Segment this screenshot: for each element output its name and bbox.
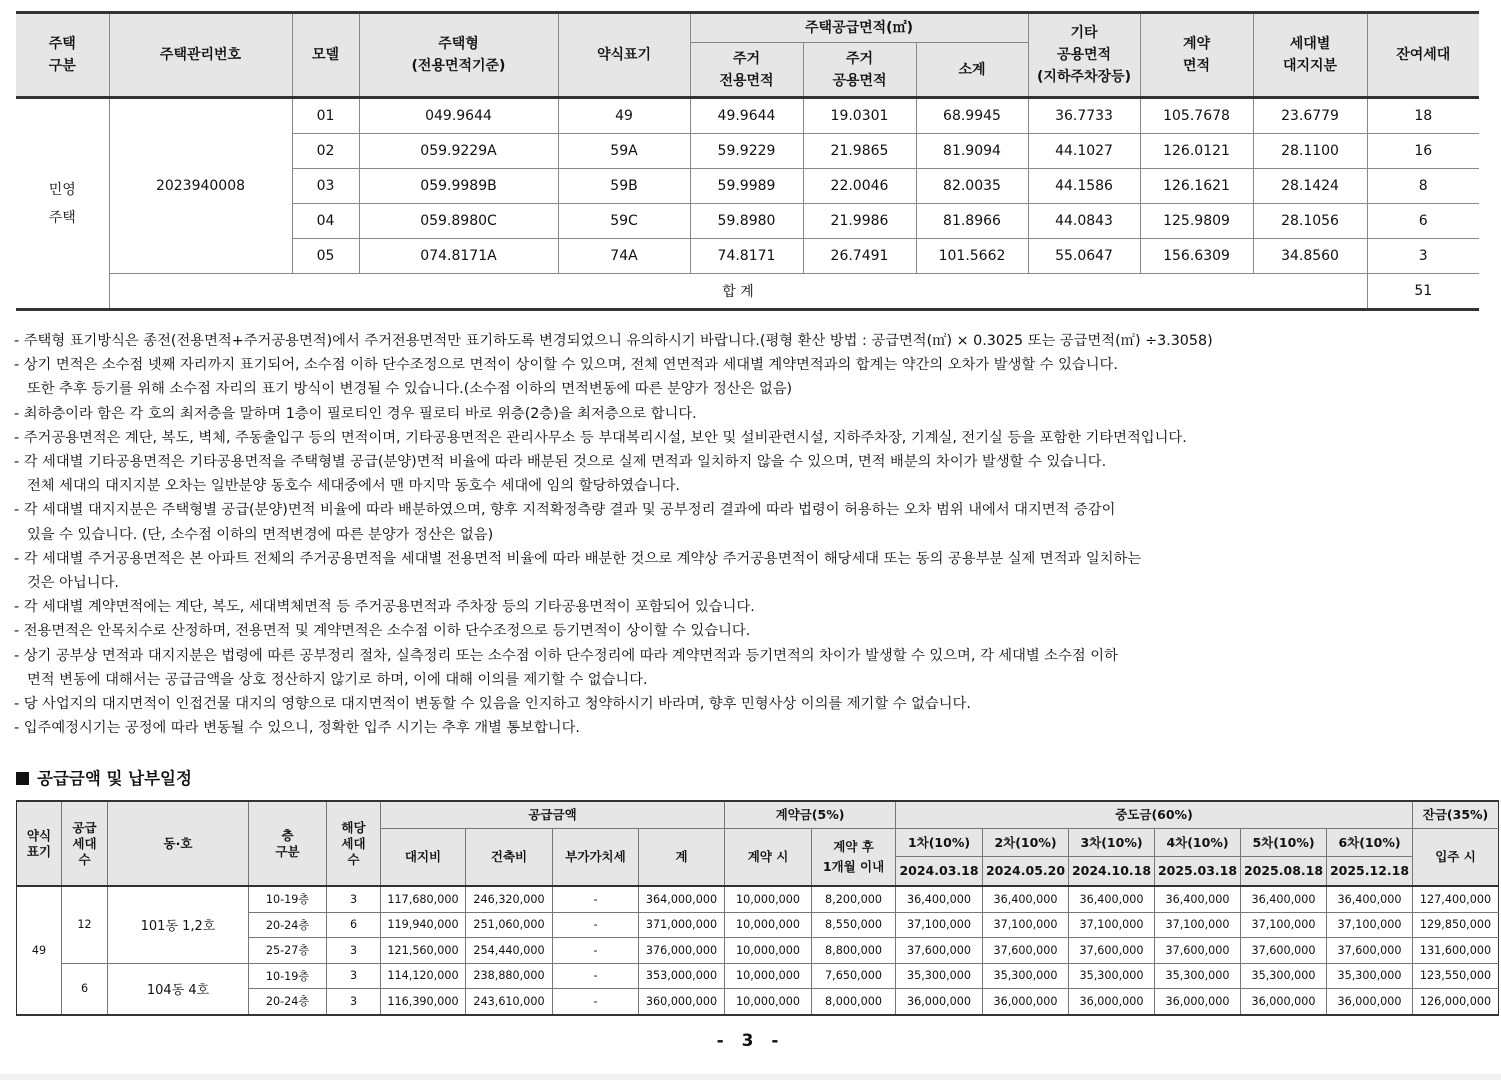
middle-payment-cell: 37,600,000: [983, 938, 1069, 964]
cell-subtotal: 81.9094: [916, 134, 1028, 169]
cell-other: 55.0647: [1028, 239, 1140, 274]
cell-contract: 126.0121: [1140, 134, 1253, 169]
cell-abbr: 74A: [558, 239, 690, 274]
middle-payment-cell: 36,000,000: [896, 989, 983, 1015]
mgmt-no-cell: 2023940008: [109, 98, 292, 274]
table-row: [16, 98, 1479, 134]
cell-subtotal: 68.9945: [916, 98, 1028, 134]
cell-remaining: 6: [1367, 204, 1479, 239]
header-mgmt-no: 주택관리번호: [109, 13, 292, 98]
header-deposit-after: 계약 후 1개월 이내: [812, 829, 896, 887]
total-value: 51: [1367, 274, 1479, 310]
vat-cell: -: [553, 989, 639, 1015]
cell-other: 44.1586: [1028, 169, 1140, 204]
building-cost-cell: 251,060,000: [466, 912, 553, 938]
move-in-cell: 129,850,000: [1413, 912, 1499, 938]
bullet-square-icon: [16, 772, 29, 785]
middle-payment-cell: 37,100,000: [1069, 912, 1155, 938]
middle-payment-cell: 36,400,000: [1155, 886, 1241, 912]
floor-cell: 10-19층: [249, 886, 327, 912]
building-cost-cell: 243,610,000: [466, 989, 553, 1015]
cell-subtotal: 101.5662: [916, 239, 1028, 274]
vat-cell: -: [553, 886, 639, 912]
cell-excl: 74.8171: [690, 239, 803, 274]
building-cost-cell: 254,440,000: [466, 938, 553, 964]
header-date-1: 2024.03.18: [896, 857, 983, 887]
header-other-common: 기타 공용면적 (지하주차장등): [1028, 13, 1140, 98]
header-move-in: 입주 시: [1413, 829, 1499, 887]
header-category: 주택 구분: [16, 13, 109, 98]
cell-contract: 105.7678: [1140, 98, 1253, 134]
note-line: - 상기 공부상 면적과 대지지분은 법령에 따른 공부정리 절차, 실측정리 또는 소수점 이하 단수정리에 따라 계약면적과 등기면적의 차이가 발생할 수 있으며, 각 세대별 소수점 이하: [14, 647, 1118, 664]
area-table: [16, 11, 1479, 311]
building-cost-cell: 238,880,000: [466, 963, 553, 989]
deposit-after-cell: 8,800,000: [812, 938, 896, 964]
note-line: 면적 변동에 대해서는 공급금액을 상호 정산하지 않기로 하며, 이에 대해 이의를 제기할 수 없습니다.: [27, 671, 648, 688]
middle-payment-cell: 35,300,000: [1241, 963, 1327, 989]
header-vat: 부가가치세: [553, 829, 639, 887]
header-supply-units: 공급 세대 수: [62, 801, 108, 886]
sum-cell: 360,000,000: [639, 989, 725, 1015]
cell-land: 28.1100: [1253, 134, 1367, 169]
header-supply-area: 주택공급면적(㎡): [690, 13, 1028, 43]
middle-payment-cell: 36,400,000: [983, 886, 1069, 912]
header-abbr: 약식 표기: [17, 801, 62, 886]
units-cell: 3: [327, 989, 381, 1015]
note-line: - 상기 면적은 소수점 넷째 자리까지 표기되어, 소수점 이하 단수조정으로 면적이 상이할 수 있으며, 전체 연면적과 세대별 계약면적과의 합계는 약간의 오차가 발생할 수 있습니다.: [14, 357, 1118, 374]
middle-payment-cell: 37,100,000: [1241, 912, 1327, 938]
note-line: - 주거공용면적은 계단, 복도, 벽체, 주동출입구 등의 면적이며, 기타공용면적은 관리사무소 등 부대복리시설, 보안 및 설비관련시설, 지하주차장, 기계실, 전기실 등을 포함한 기타면적입니다.: [14, 429, 1187, 446]
cell-model: 04: [292, 204, 359, 239]
header-contract-area: 계약 면적: [1140, 13, 1253, 98]
header-floor: 층 구분: [249, 801, 327, 886]
header-inst-5: 5차(10%): [1241, 829, 1327, 857]
floor-cell: 10-19층: [249, 963, 327, 989]
header-deposit: 계약금(5%): [725, 801, 896, 829]
header-sum: 계: [639, 829, 725, 887]
middle-payment-cell: 35,300,000: [896, 963, 983, 989]
header-subtotal: 소계: [916, 43, 1028, 98]
cell-subtotal: 82.0035: [916, 169, 1028, 204]
cell-land: 28.1056: [1253, 204, 1367, 239]
cell-common: 21.9865: [803, 134, 916, 169]
cell-model: 03: [292, 169, 359, 204]
land-cost-cell: 114,120,000: [381, 963, 466, 989]
sum-cell: 376,000,000: [639, 938, 725, 964]
header-type: 주택형 (전용면적기준): [359, 13, 558, 98]
sum-cell: 353,000,000: [639, 963, 725, 989]
cell-excl: 49.9644: [690, 98, 803, 134]
sum-cell: 371,000,000: [639, 912, 725, 938]
header-land-share: 세대별 대지지분: [1253, 13, 1367, 98]
note-line: - 주택형 표기방식은 종전(전용면적+주거공용면적)에서 주거전용면적만 표기하도록 변경되었으니 유의하시기 바랍니다.(평형 환산 방법 : 공급면적(㎡) × 0.3025 또는 공급면적(㎡) ÷3.3058): [14, 333, 1213, 349]
vat-cell: -: [553, 963, 639, 989]
cell-excl: 59.9229: [690, 134, 803, 169]
note-line: - 각 세대별 기타공용면적은 기타공용면적을 주택형별 공급(분양)면적 비율에 따라 배분된 것으로 실제 면적과 일치하지 않을 수 있으며, 면적 배분의 차이가 발생할 수 있습니다.: [14, 454, 1107, 471]
table-row: [17, 963, 1499, 989]
cell-model: 02: [292, 134, 359, 169]
cell-abbr: 59C: [558, 204, 690, 239]
header-model: 모델: [292, 13, 359, 98]
cell-common: 21.9986: [803, 204, 916, 239]
cell-model: 05: [292, 239, 359, 274]
middle-payment-cell: 36,000,000: [1327, 989, 1413, 1015]
header-dong-ho: 동·호: [108, 801, 249, 886]
supply-units-cell: 6: [62, 963, 108, 1015]
header-balance: 잔금(35%): [1413, 801, 1499, 829]
cell-excl: 59.8980: [690, 204, 803, 239]
cell-remaining: 16: [1367, 134, 1479, 169]
dong-ho-cell: 101동 1,2호: [108, 886, 249, 963]
header-date-3: 2024.10.18: [1069, 857, 1155, 887]
header-date-4: 2025.03.18: [1155, 857, 1241, 887]
note-line: - 전용면적은 안목치수로 산정하며, 전용면적 및 계약면적은 소수점 이하 단수조정으로 등기면적이 상이할 수 있습니다.: [14, 623, 751, 640]
bottom-divider: [0, 1074, 1501, 1080]
cell-remaining: 18: [1367, 98, 1479, 134]
cell-type: 049.9644: [359, 98, 558, 134]
middle-payment-cell: 36,400,000: [1327, 886, 1413, 912]
note-line: - 각 세대별 계약면적에는 계단, 복도, 세대벽체면적 등 주거공용면적과 주차장 등의 기타공용면적이 포함되어 있습니다.: [14, 599, 755, 616]
cell-other: 44.0843: [1028, 204, 1140, 239]
header-inst-2: 2차(10%): [983, 829, 1069, 857]
deposit-at-cell: 10,000,000: [725, 912, 812, 938]
note-line: 전체 세대의 대지지분 오차는 일반분양 동호수 세대중에서 맨 마지막 동호수 세대에 임의 할당하였습니다.: [27, 478, 680, 495]
vat-cell: -: [553, 938, 639, 964]
building-cost-cell: 246,320,000: [466, 886, 553, 912]
note-line: - 입주예정시기는 공정에 따라 변동될 수 있으니, 정확한 입주 시기는 추후 개별 통보합니다.: [14, 720, 580, 737]
cell-abbr: 49: [558, 98, 690, 134]
cell-common: 19.0301: [803, 98, 916, 134]
middle-payment-cell: 36,000,000: [1069, 989, 1155, 1015]
middle-payment-cell: 37,600,000: [1069, 938, 1155, 964]
units-cell: 3: [327, 938, 381, 964]
cell-type: 059.9989B: [359, 169, 558, 204]
middle-payment-cell: 36,400,000: [1069, 886, 1155, 912]
note-line: 있을 수 있습니다. (단, 소수점 이하의 면적변경에 따른 분양가 정산은 없음): [27, 526, 494, 543]
header-abbr: 약식표기: [558, 13, 690, 98]
header-middle-payment: 중도금(60%): [896, 801, 1413, 829]
section-title: 공급금액 및 납부일정: [16, 765, 192, 789]
header-deposit-at: 계약 시: [725, 829, 812, 887]
abbr-cell: 49: [17, 886, 62, 1015]
move-in-cell: 123,550,000: [1413, 963, 1499, 989]
header-excl-area: 주거 전용면적: [690, 43, 803, 98]
header-date-5: 2025.08.18: [1241, 857, 1327, 887]
units-cell: 6: [327, 912, 381, 938]
cell-other: 36.7733: [1028, 98, 1140, 134]
middle-payment-cell: 36,400,000: [1241, 886, 1327, 912]
floor-cell: 20-24층: [249, 912, 327, 938]
floor-cell: 20-24층: [249, 989, 327, 1015]
middle-payment-cell: 36,400,000: [896, 886, 983, 912]
floor-cell: 25-27층: [249, 938, 327, 964]
header-land-cost: 대지비: [381, 829, 466, 887]
deposit-after-cell: 7,650,000: [812, 963, 896, 989]
header-building-cost: 건축비: [466, 829, 553, 887]
middle-payment-cell: 37,600,000: [1241, 938, 1327, 964]
deposit-at-cell: 10,000,000: [725, 989, 812, 1015]
middle-payment-cell: 37,600,000: [1155, 938, 1241, 964]
middle-payment-cell: 35,300,000: [1327, 963, 1413, 989]
sum-cell: 364,000,000: [639, 886, 725, 912]
middle-payment-cell: 37,600,000: [1327, 938, 1413, 964]
middle-payment-cell: 35,300,000: [1069, 963, 1155, 989]
cell-contract: 156.6309: [1140, 239, 1253, 274]
middle-payment-cell: 36,000,000: [1155, 989, 1241, 1015]
header-date-2: 2024.05.20: [983, 857, 1069, 887]
header-supply-price: 공급금액: [381, 801, 725, 829]
header-inst-6: 6차(10%): [1327, 829, 1413, 857]
deposit-at-cell: 10,000,000: [725, 886, 812, 912]
middle-payment-cell: 37,100,000: [983, 912, 1069, 938]
units-cell: 3: [327, 963, 381, 989]
cell-land: 34.8560: [1253, 239, 1367, 274]
category-cell: 민영 주택: [16, 98, 109, 310]
page-number: - 3 -: [716, 1031, 785, 1051]
cell-remaining: 8: [1367, 169, 1479, 204]
header-common-area: 주거 공용면적: [803, 43, 916, 98]
units-cell: 3: [327, 886, 381, 912]
move-in-cell: 126,000,000: [1413, 989, 1499, 1015]
move-in-cell: 131,600,000: [1413, 938, 1499, 964]
note-line: - 최하층이라 함은 각 호의 최저층을 말하며 1층이 필로티인 경우 필로티 바로 위층(2층)을 최저층으로 합니다.: [14, 405, 697, 422]
price-table: [16, 800, 1499, 1016]
cell-land: 28.1424: [1253, 169, 1367, 204]
cell-type: 074.8171A: [359, 239, 558, 274]
middle-payment-cell: 35,300,000: [983, 963, 1069, 989]
land-cost-cell: 119,940,000: [381, 912, 466, 938]
middle-payment-cell: 37,600,000: [896, 938, 983, 964]
cell-other: 44.1027: [1028, 134, 1140, 169]
cell-land: 23.6779: [1253, 98, 1367, 134]
header-inst-1: 1차(10%): [896, 829, 983, 857]
cell-subtotal: 81.8966: [916, 204, 1028, 239]
land-cost-cell: 116,390,000: [381, 989, 466, 1015]
table-row: [17, 886, 1499, 912]
land-cost-cell: 117,680,000: [381, 886, 466, 912]
notes: [14, 329, 1489, 740]
cell-excl: 59.9989: [690, 169, 803, 204]
cell-contract: 125.9809: [1140, 204, 1253, 239]
land-cost-cell: 121,560,000: [381, 938, 466, 964]
cell-common: 22.0046: [803, 169, 916, 204]
middle-payment-cell: 35,300,000: [1155, 963, 1241, 989]
total-label: 합 계: [109, 274, 1367, 310]
note-line: - 각 세대별 주거공용면적은 본 아파트 전체의 주거공용면적을 세대별 전용면적 비율에 따라 배분한 것으로 계약상 주거공용면적이 해당세대 또는 동의 공용부분 실제 면적과 일치하는: [14, 550, 1142, 567]
cell-common: 26.7491: [803, 239, 916, 274]
dong-ho-cell: 104동 4호: [108, 963, 249, 1015]
cell-type: 059.9229A: [359, 134, 558, 169]
note-line: 것은 아닙니다.: [27, 575, 119, 592]
cell-model: 01: [292, 98, 359, 134]
middle-payment-cell: 37,100,000: [1155, 912, 1241, 938]
header-units: 해당 세대 수: [327, 801, 381, 886]
deposit-after-cell: 8,000,000: [812, 989, 896, 1015]
middle-payment-cell: 36,000,000: [1241, 989, 1327, 1015]
middle-payment-cell: 37,100,000: [1327, 912, 1413, 938]
cell-type: 059.8980C: [359, 204, 558, 239]
middle-payment-cell: 37,100,000: [896, 912, 983, 938]
header-date-6: 2025.12.18: [1327, 857, 1413, 887]
cell-abbr: 59B: [558, 169, 690, 204]
header-remaining: 잔여세대: [1367, 13, 1479, 98]
middle-payment-cell: 36,000,000: [983, 989, 1069, 1015]
note-line: - 당 사업지의 대지면적이 인접건물 대지의 영향으로 대지면적이 변동할 수 있음을 인지하고 청약하시기 바라며, 향후 민형사상 이의를 제기할 수 없습니다.: [14, 696, 971, 713]
note-line: 또한 추후 등기를 위해 소수점 자리의 표기 방식이 변경될 수 있습니다.(소수점 이하의 면적변동에 따른 분양가 정산은 없음): [27, 381, 793, 398]
header-inst-3: 3차(10%): [1069, 829, 1155, 857]
header-inst-4: 4차(10%): [1155, 829, 1241, 857]
deposit-at-cell: 10,000,000: [725, 963, 812, 989]
total-row: [16, 274, 1479, 310]
move-in-cell: 127,400,000: [1413, 886, 1499, 912]
cell-contract: 126.1621: [1140, 169, 1253, 204]
deposit-after-cell: 8,550,000: [812, 912, 896, 938]
deposit-at-cell: 10,000,000: [725, 938, 812, 964]
note-line: - 각 세대별 대지지분은 주택형별 공급(분양)면적 비율에 따라 배분하였으며, 향후 지적확정측량 결과 및 공부정리 결과에 따라 법령이 허용하는 오차 범위 내에서 대지면적 증감이: [14, 502, 1116, 519]
supply-units-cell: 12: [62, 886, 108, 963]
deposit-after-cell: 8,200,000: [812, 886, 896, 912]
vat-cell: -: [553, 912, 639, 938]
cell-remaining: 3: [1367, 239, 1479, 274]
cell-abbr: 59A: [558, 134, 690, 169]
